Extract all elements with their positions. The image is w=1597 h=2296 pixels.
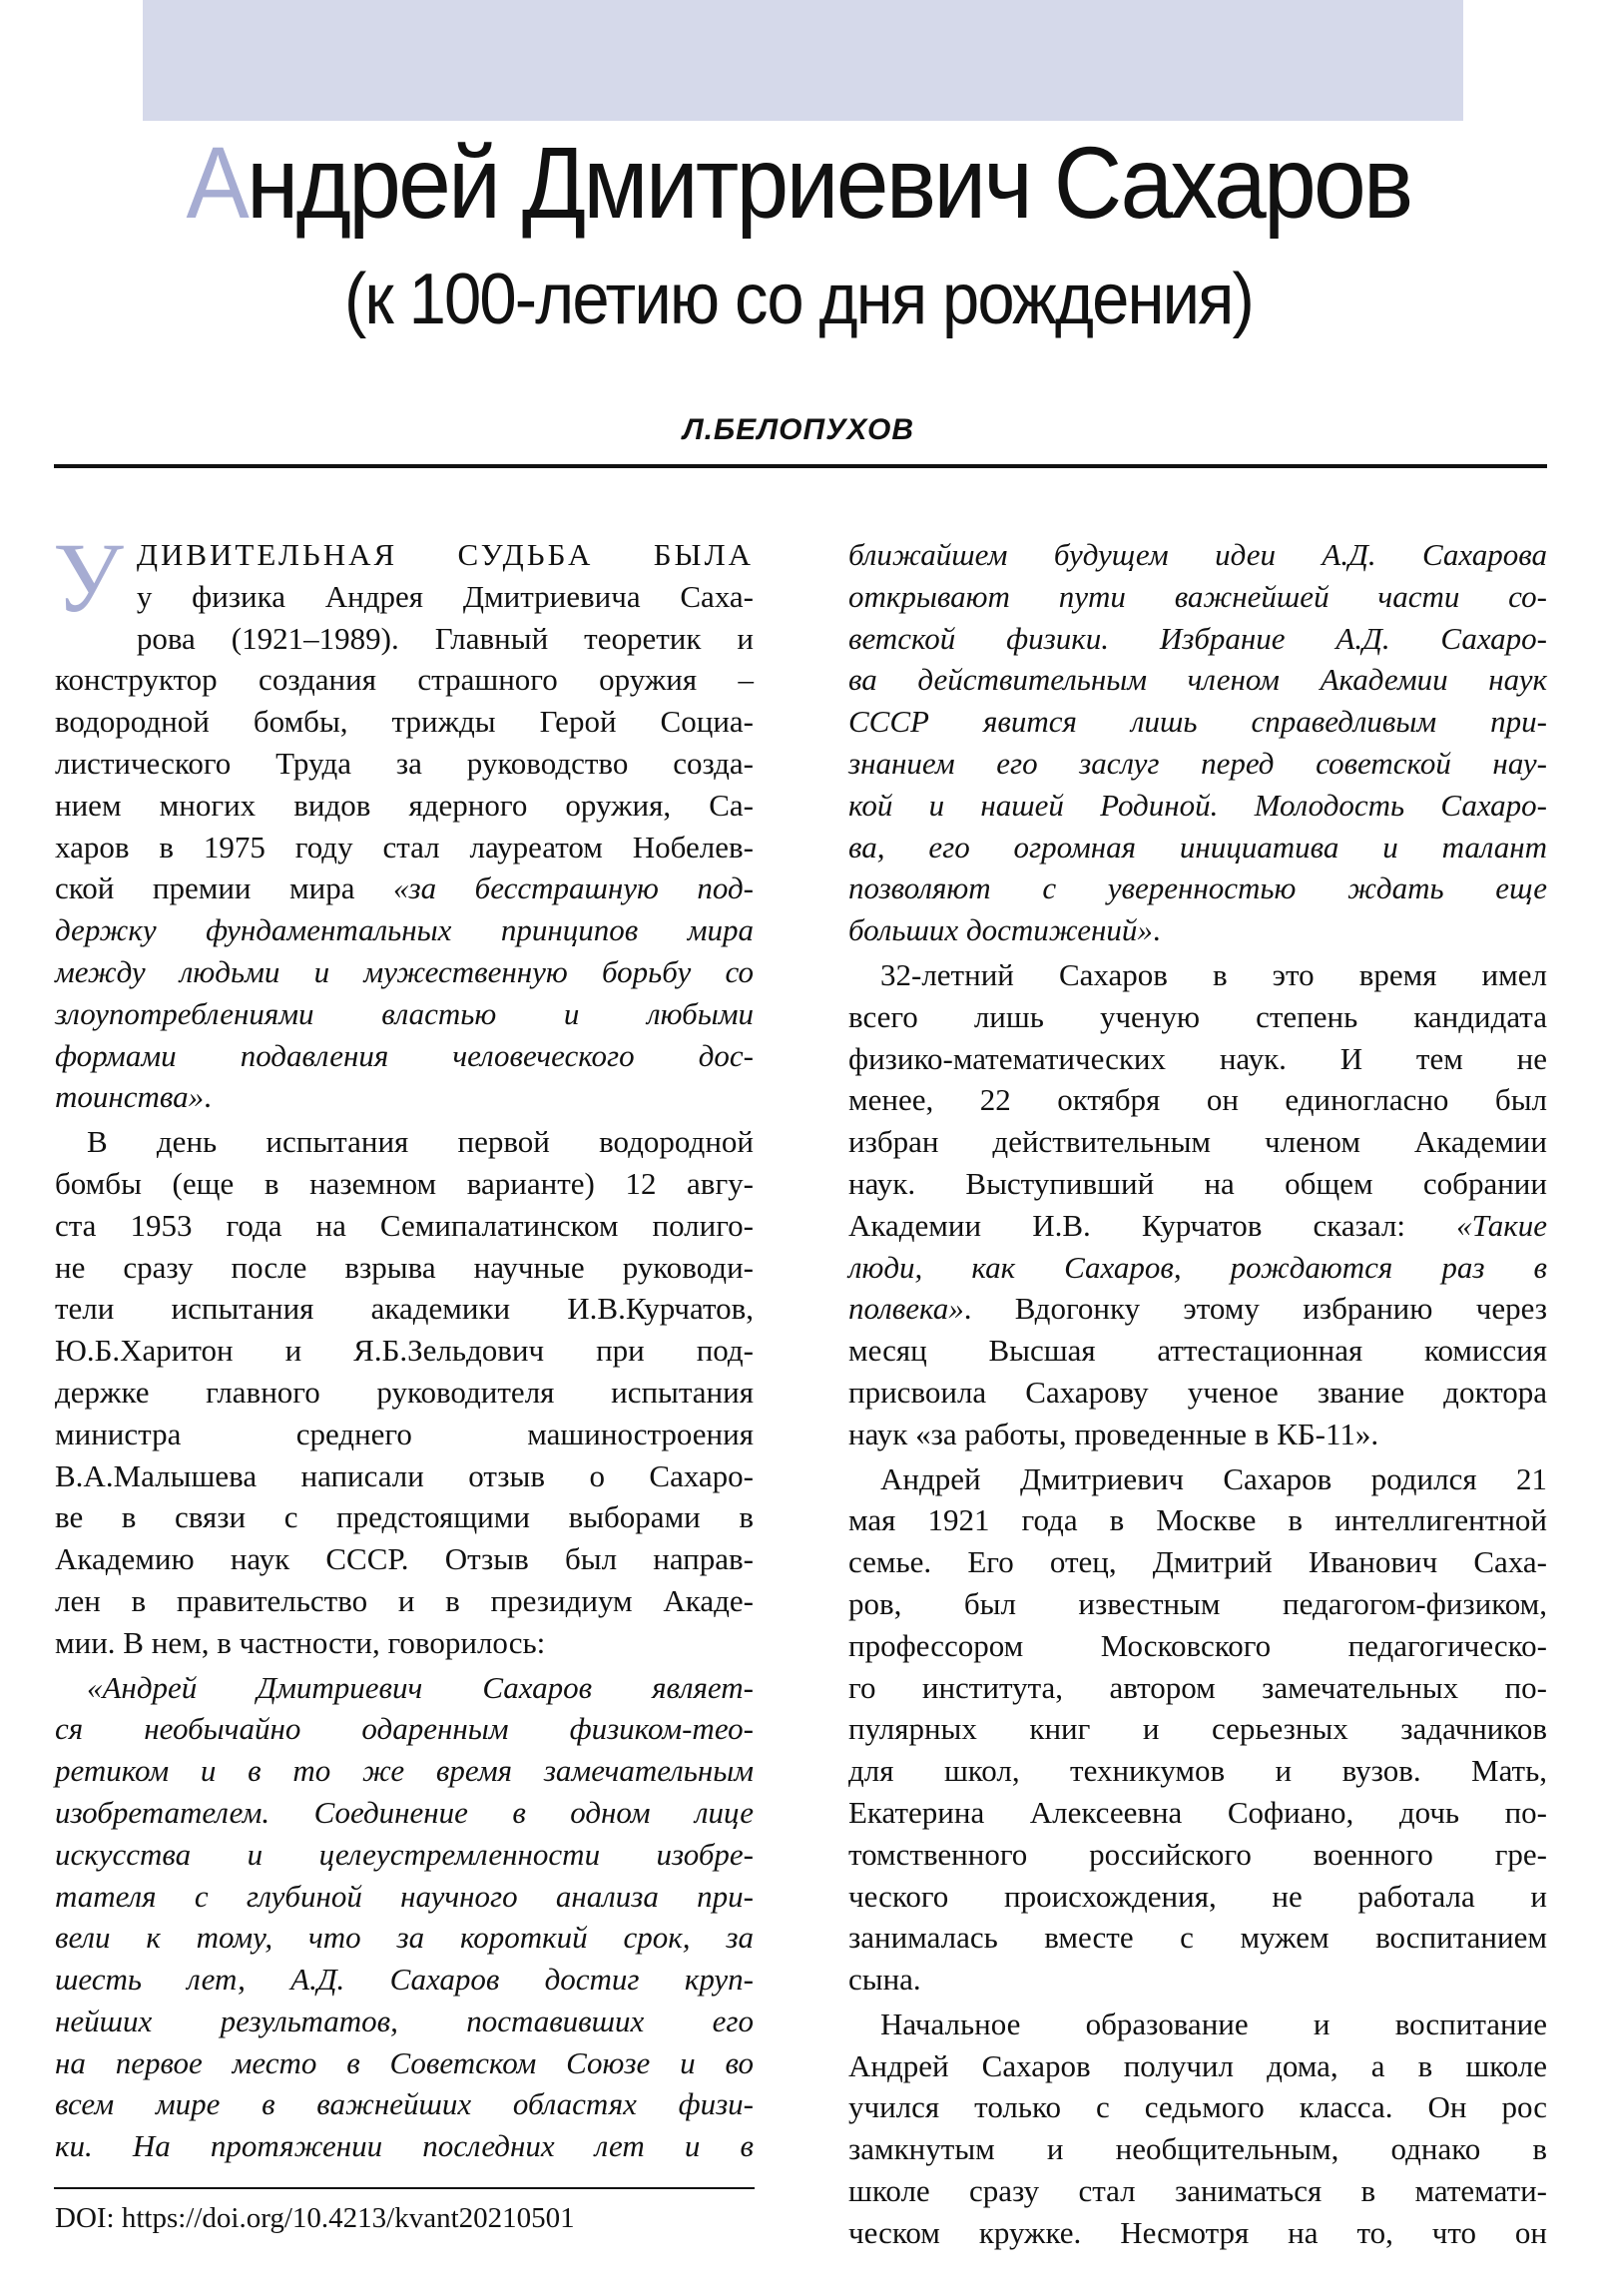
article-title: [56, 128, 1541, 238]
text-line: [55, 1708, 754, 1750]
text-line: [848, 1834, 1547, 1876]
text-line: [55, 951, 754, 993]
text: семье. Его отец, Дмитрий Иванович Саха-: [848, 1544, 1547, 1580]
left-column: [53, 522, 754, 2167]
italic-text: шесть лет, А.Д. Сахаров достиг круп-: [55, 1962, 754, 1998]
text-line: [848, 743, 1547, 785]
text: . Вдогонку этому избранию через: [963, 1291, 1547, 1327]
text-line: [55, 618, 754, 660]
text: ве в связи с предстоящими выборами в: [55, 1499, 754, 1535]
text-line: [848, 1205, 1547, 1247]
italic-text: ретиком и в то же время замечательным: [55, 1753, 754, 1789]
text: конструктор создания страшного оружия –: [55, 662, 754, 698]
text-line: [848, 954, 1547, 996]
italic-text: нейших результатов, поставивших его: [55, 2003, 754, 2038]
text-line: [848, 2004, 1547, 2045]
text: ста 1953 года на Семипалатинском полиго-: [55, 1207, 754, 1243]
text: бомбы (еще в наземном варианте) 12 авгу-: [55, 1165, 754, 1201]
text-line: [55, 1538, 754, 1580]
text-line: [55, 1834, 754, 1876]
text-line: [848, 1247, 1547, 1289]
text-line: [848, 2045, 1547, 2087]
text-line: [848, 1372, 1547, 1414]
text-line: [55, 1163, 754, 1205]
text-line: [55, 1917, 754, 1959]
text-line: [848, 1079, 1547, 1121]
text: листического Труда за руководство созда-: [55, 745, 754, 781]
text: тели испытания академики И.В.Курчатов,: [55, 1291, 754, 1327]
text: профессором Московского педагогическо-: [848, 1627, 1547, 1663]
text-line: [848, 2170, 1547, 2212]
text-line: [55, 1959, 754, 2001]
italic-text: больших достижений»: [848, 912, 1153, 948]
text-line: [848, 618, 1547, 660]
text-line: [55, 1205, 754, 1247]
text: сына.: [848, 1962, 921, 1998]
italic-text: ся необычайно одаренным физиком-тео-: [55, 1711, 754, 1747]
drop-cap: У: [53, 522, 127, 633]
italic-text: знанием его заслуг перед советской нау-: [848, 745, 1547, 781]
header-banner: [143, 0, 1463, 121]
text-line: [55, 1288, 754, 1330]
text: В.А.Малышева написали отзыв о Сахаро-: [55, 1457, 754, 1493]
text-line: [848, 2128, 1547, 2170]
italic-text: держку фундаментальных принципов мира: [55, 912, 754, 948]
italic-text: ки. На протяжении последних лет и в: [55, 2128, 754, 2164]
text-line: [848, 1288, 1547, 1330]
italic-text: изобретателем. Соединение в одном лице: [55, 1794, 754, 1830]
text: замкнутым и необщительным, однако в: [848, 2131, 1547, 2167]
text: .: [204, 1079, 212, 1115]
text-line: [848, 909, 1547, 951]
text: присвоила Сахарову ученое звание доктора: [848, 1374, 1547, 1410]
text-line: [55, 1496, 754, 1538]
text-line: [848, 996, 1547, 1038]
italic-text: позволяют с уверенностью ждать еще: [848, 870, 1547, 906]
italic-text: СССР явится лишь справедливым при-: [848, 704, 1547, 740]
text: мая 1921 года в Москве в интеллигентной: [848, 1502, 1547, 1538]
text: у физика Андрея Дмитриевича Саха-: [136, 578, 754, 614]
text-line: [55, 1121, 754, 1163]
italic-text: «за бесстрашную под-: [393, 870, 754, 906]
text-line: [55, 2083, 754, 2125]
text: нием многих видов ядерного оружия, Са-: [55, 787, 754, 823]
paragraph: [848, 951, 1547, 1455]
text-line: [55, 2125, 754, 2167]
italic-text: злоупотреблениями властью и любыми: [55, 995, 754, 1031]
text-line: [848, 1792, 1547, 1834]
article-subtitle: (к 100-летию со дня рождения): [343, 260, 1254, 339]
text: министра среднего машиностроения: [55, 1416, 754, 1451]
text-line: [55, 1076, 754, 1118]
italic-text: открывают пути важнейшей части со-: [848, 578, 1547, 614]
italic-text: ветской физики. Избрание А.Д. Сахаро-: [848, 620, 1547, 656]
italic-text: всем мире в важнейших областях физи-: [55, 2086, 754, 2122]
text-line: [848, 1499, 1547, 1541]
text: избран действительным членом Академии: [848, 1124, 1547, 1160]
text-line: [55, 993, 754, 1035]
doi-link[interactable]: DOI: https://doi.org/10.4213/kvant20210501: [55, 2202, 575, 2234]
text-line: [55, 743, 754, 785]
text: водородной бомбы, трижды Герой Социа-: [55, 704, 754, 740]
italic-text: ближайшем будущем идеи А.Д. Сахарова: [848, 537, 1547, 572]
text-line: [55, 701, 754, 743]
text: мии. В нем, в частности, говорилось:: [55, 1624, 546, 1660]
text-line: [848, 1414, 1547, 1455]
text-line: [848, 1330, 1547, 1372]
title-initial: А: [186, 126, 247, 240]
text: пулярных книг и серьезных задачников: [848, 1711, 1547, 1747]
text-line: [55, 1580, 754, 1622]
text-line: [848, 1583, 1547, 1625]
right-column: [848, 534, 1547, 2254]
article-author: Л.БЕЛОПУХОВ: [682, 413, 914, 446]
text: Андрей Сахаров получил дома, а в школе: [848, 2047, 1547, 2083]
italic-text: искусства и целеустремленности изобре-: [55, 1836, 754, 1872]
text: томственного российского военного гре-: [848, 1836, 1547, 1872]
text-line: [55, 1876, 754, 1918]
text: 32-летний Сахаров в это время имел: [880, 956, 1547, 992]
text-line: [848, 1708, 1547, 1750]
paragraph: [848, 2001, 1547, 2254]
italic-text: «Такие: [1456, 1207, 1547, 1243]
text: школе сразу стал заниматься в математи-: [848, 2173, 1547, 2209]
text: учился только с седьмого класса. Он рос: [848, 2089, 1547, 2125]
text-line: [55, 1035, 754, 1077]
text-line: [55, 1330, 754, 1372]
text-line: [55, 659, 754, 701]
paragraph: [55, 1118, 754, 1663]
text: наук. Выступивший на общем собрании: [848, 1165, 1547, 1201]
italic-text: на первое место в Советском Союзе и во: [55, 2044, 754, 2080]
text: всего лишь ученую степень кандидата: [848, 998, 1547, 1034]
text: рова (1921–1989). Главный теоретик и: [136, 620, 754, 656]
text-line: [848, 1121, 1547, 1163]
paragraph: [53, 522, 754, 1118]
text-line: [55, 1667, 754, 1709]
text-line: [848, 1541, 1547, 1583]
text: ров, был известным педагогом-физиком,: [848, 1585, 1547, 1621]
text: ческом кружке. Несмотря на то, что он: [848, 2214, 1547, 2250]
text: В день испытания первой водородной: [87, 1124, 754, 1160]
italic-text: полвека»: [848, 1291, 964, 1327]
text-line: [55, 867, 754, 909]
text: ческого происхождения, не работала и: [848, 1878, 1547, 1914]
text: Академии И.В. Курчатов сказал:: [848, 1207, 1457, 1243]
footnote-divider: [54, 2187, 755, 2189]
italic-text: кой и нашей Родиной. Молодость Сахаро-: [848, 787, 1547, 823]
text: ДИВИТЕЛЬНАЯ СУДЬБА БЫЛА: [136, 537, 754, 572]
text: наук «за работы, проведенные в КБ-11».: [848, 1416, 1379, 1451]
text-line: [55, 909, 754, 951]
text: Андрей Дмитриевич Сахаров родился 21: [880, 1460, 1547, 1496]
text: лен в правительство и в президиум Акаде-: [55, 1582, 754, 1618]
text-line: [848, 1163, 1547, 1205]
text: .: [1152, 912, 1161, 948]
text-line: [848, 1750, 1547, 1792]
title-text: ндрей Дмитриевич Сахаров: [246, 126, 1411, 240]
text: го института, автором замечательных по-: [848, 1669, 1547, 1705]
italic-text: ва действительным членом Академии наук: [848, 662, 1547, 698]
text-line: [848, 576, 1547, 618]
text-line: [55, 827, 754, 868]
text-line: [848, 867, 1547, 909]
text-line: [55, 1622, 754, 1664]
text-line: [848, 785, 1547, 827]
text-line: [848, 1458, 1547, 1500]
paragraph: [848, 534, 1547, 951]
text: Начальное образование и воспитание: [880, 2006, 1547, 2041]
text-line: [848, 2086, 1547, 2128]
text-line: [848, 1917, 1547, 1959]
text-line: [848, 534, 1547, 576]
text: ской премии мира: [55, 870, 394, 906]
text: харов в 1975 году стал лауреатом Нобелев-: [55, 829, 754, 864]
text: месяц Высшая аттестационная комиссия: [848, 1333, 1547, 1369]
italic-text: «Андрей Дмитриевич Сахаров являет-: [87, 1669, 754, 1705]
text-line: [848, 659, 1547, 701]
text: менее, 22 октября он единогласно был: [848, 1082, 1547, 1118]
text-line: [55, 1247, 754, 1289]
text-line: [55, 2042, 754, 2084]
text-line: [55, 576, 754, 618]
text: не сразу после взрыва научные руководи-: [55, 1249, 754, 1285]
text: Академию наук СССР. Отзыв был направ-: [55, 1541, 754, 1577]
paragraph: [848, 1455, 1547, 2001]
text-line: [848, 2212, 1547, 2254]
text: для школ, техникумов и вузов. Мать,: [848, 1753, 1547, 1789]
text: держке главного руководителя испытания: [55, 1374, 754, 1410]
italic-text: между людьми и мужественную борьбу со: [55, 953, 754, 989]
text-line: [55, 1750, 754, 1792]
text-line: [848, 701, 1547, 743]
header-divider: [54, 464, 1547, 468]
text-line: [848, 827, 1547, 868]
text-line: [55, 2001, 754, 2042]
text: занималась вместе с мужем воспитанием: [848, 1920, 1547, 1956]
text: Ю.Б.Харитон и Я.Б.Зельдович при под-: [55, 1333, 754, 1369]
paragraph: [55, 1664, 754, 2168]
text-line: [848, 1959, 1547, 2001]
italic-text: тателя с глубиной научного анализа при-: [55, 1878, 754, 1914]
italic-text: формами подавления человеческого дос-: [55, 1037, 754, 1073]
text-line: [848, 1625, 1547, 1667]
italic-text: вели к тому, что за короткий срок, за: [55, 1920, 754, 1956]
text-line: [848, 1667, 1547, 1709]
text-line: [848, 1876, 1547, 1918]
text-line: [848, 1038, 1547, 1080]
text: физико-математических наук. И тем не: [848, 1040, 1547, 1076]
text-line: [55, 785, 754, 827]
text-line: [55, 1792, 754, 1834]
italic-text: ва, его огромная инициатива и талант: [848, 829, 1547, 864]
italic-text: тоинства»: [55, 1079, 205, 1115]
italic-text: люди, как Сахаров, рождаются раз в: [848, 1249, 1547, 1285]
text-line: [55, 1455, 754, 1497]
text-line: [55, 1414, 754, 1455]
text-line: [55, 1372, 754, 1414]
text: Екатерина Алексеевна Софиано, дочь по-: [848, 1794, 1547, 1830]
